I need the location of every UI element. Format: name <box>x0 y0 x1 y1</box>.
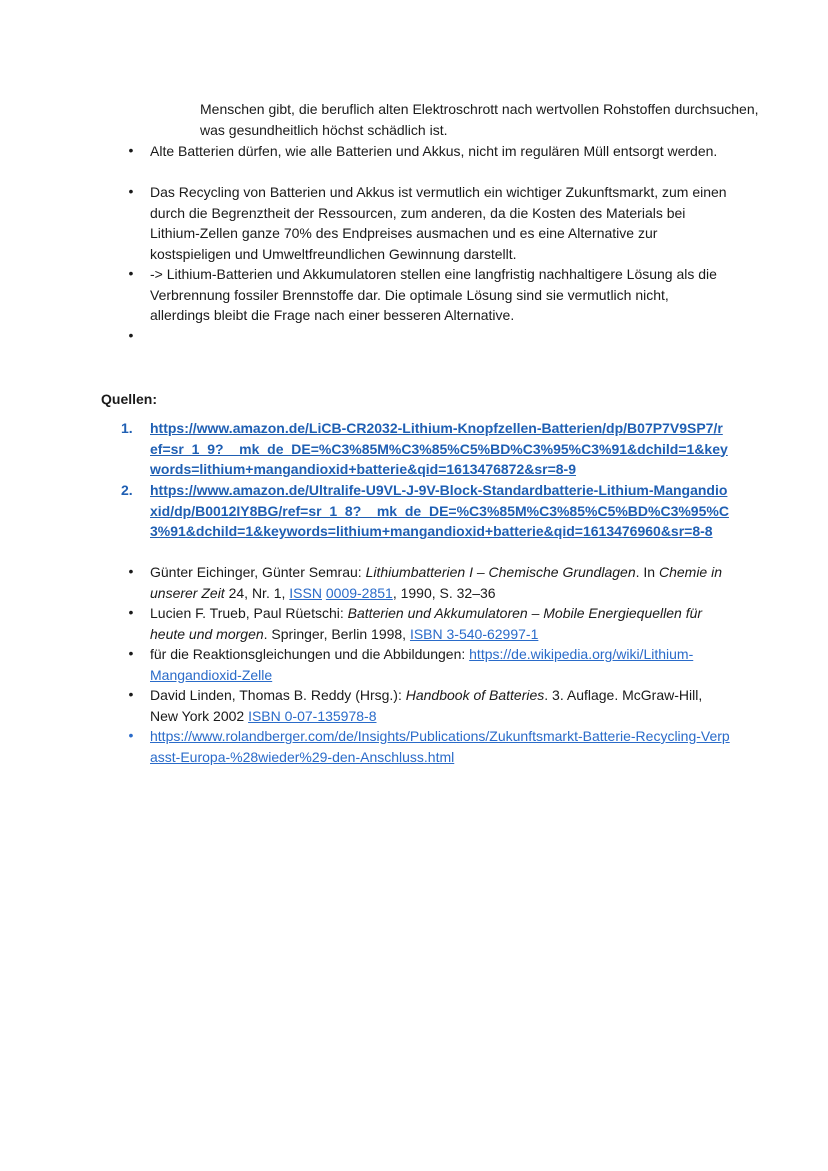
ref-text: . 3. Auflage. McGraw-Hill, New York 2002 <box>150 687 703 724</box>
reference-item <box>150 644 730 685</box>
bullet-icon: • <box>128 727 134 743</box>
ref-authors: David Linden, Thomas B. Reddy (Hrsg.): <box>150 687 406 703</box>
reference-item <box>150 603 730 644</box>
bullet-icon: • <box>128 265 134 281</box>
continuation-paragraph: Menschen gibt, die beruflich alten Elektroschrott nach wertvollen Rohstoffen durchsuchen, was gesundheitlich höchst schädlich ist. <box>200 101 759 138</box>
bullet-text-1: Alte Batterien dürfen, wie alle Batterien und Akkus, nicht im regulären Müll entsorgt werden. <box>150 143 718 159</box>
bullet-text-3: -> Lithium-Batterien und Akkumulatoren stellen eine langfristig nachhaltigere Lösung als die Verbrennung fossiler Brennstoffe dar. Die optimale Lösung sind sie vermutlich nicht, allerdings bleibt die Frage nach einer besseren Alternative. <box>150 266 717 323</box>
ref-title: Lithiumbatterien I – Chemische Grundlagen <box>365 564 636 580</box>
ref-text: 24, Nr. 1, <box>224 584 290 601</box>
bullet-icon: • <box>128 686 134 702</box>
reference-item <box>150 726 730 767</box>
wikipedia-link[interactable]: https://de.wikipedia.org/wiki/Lithium-Mangandioxid-Zelle <box>150 646 694 683</box>
ref-title: Batterien und Akkumulatoren – Mobile Energiequellen für heute und morgen <box>150 605 703 642</box>
bullet-text-2: Das Recycling von Batterien und Akkus ist vermutlich ein wichtiger Zukunftsmarkt, zum einen durch die Begrenztheit der Ressourcen, zum anderen, da die Kosten des Materials bei Lithium-Zellen ganze 70% des Endpreises ausmachen und es eine Alternative zur kostspieligen und Umweltfreundlichen Gewinnung darstellt. <box>150 184 727 262</box>
bullet-icon: • <box>128 327 134 343</box>
sources-heading: Quellen: <box>101 391 158 407</box>
rolandberger-link[interactable]: https://www.rolandberger.com/de/Insights/Publications/Zukunftsmarkt-Batterie-Recycling-Verpasst-Europa-%28wieder%29-den-Anschluss.html <box>150 728 730 765</box>
ref-authors: Günter Eichinger, Günter Semrau: <box>150 564 366 580</box>
ref-text: , 1990, S. 32–36 <box>392 584 496 601</box>
ref-journal: Chemie in unserer Zeit <box>150 564 722 601</box>
reference-item <box>150 562 730 603</box>
isbn-link[interactable]: ISBN 0-07-135978-8 <box>248 707 377 724</box>
bullet-icon: • <box>128 142 134 158</box>
source-link-1[interactable]: https://www.amazon.de/LiCB-CR2032-Lithium-Knopfzellen-Batterien/dp/B07P7V9SP7/ref=sr_1_9?__mk_de_DE=%C3%85M%C3%85%C5%BD%C3%95%C3%91&dchild=1&keywords=lithium+mangandioxid+batterie&qid=1613476872&sr=8-9 <box>150 420 728 477</box>
list-number: 2. <box>121 482 133 498</box>
bullet-icon: • <box>128 563 134 579</box>
isbn-link[interactable]: ISBN 3-540-62997-1 <box>409 625 539 642</box>
ref-text: . Springer, Berlin 1998, <box>263 625 410 642</box>
ref-authors: Lucien F. Trueb, Paul Rüetschi: <box>150 605 348 621</box>
ref-text: . In <box>635 564 659 580</box>
list-number: 1. <box>121 420 133 436</box>
ref-title: Handbook of Batteries <box>405 687 545 703</box>
bullet-icon: • <box>128 183 134 199</box>
source-link-2[interactable]: https://www.amazon.de/Ultralife-U9VL-J-9V-Block-Standardbatterie-Lithium-Mangandioxid/dp/B0012IY8BG/ref=sr_1_8?__mk_de_DE=%C3%85M%C3%85%C5%BD%C3%95%C3%91&dchild=1&keywords=lithium+mangandioxid+batterie&qid=1613476960&sr=8-8 <box>150 482 729 539</box>
issn-link[interactable]: ISSN <box>289 584 322 601</box>
issn-number-link[interactable]: 0009-2851 <box>325 584 393 601</box>
bullet-icon: • <box>128 604 134 620</box>
reference-item <box>150 685 730 726</box>
ref-text: für die Reaktionsgleichungen und die Abbildungen: <box>150 646 470 662</box>
bullet-icon: • <box>128 645 134 661</box>
